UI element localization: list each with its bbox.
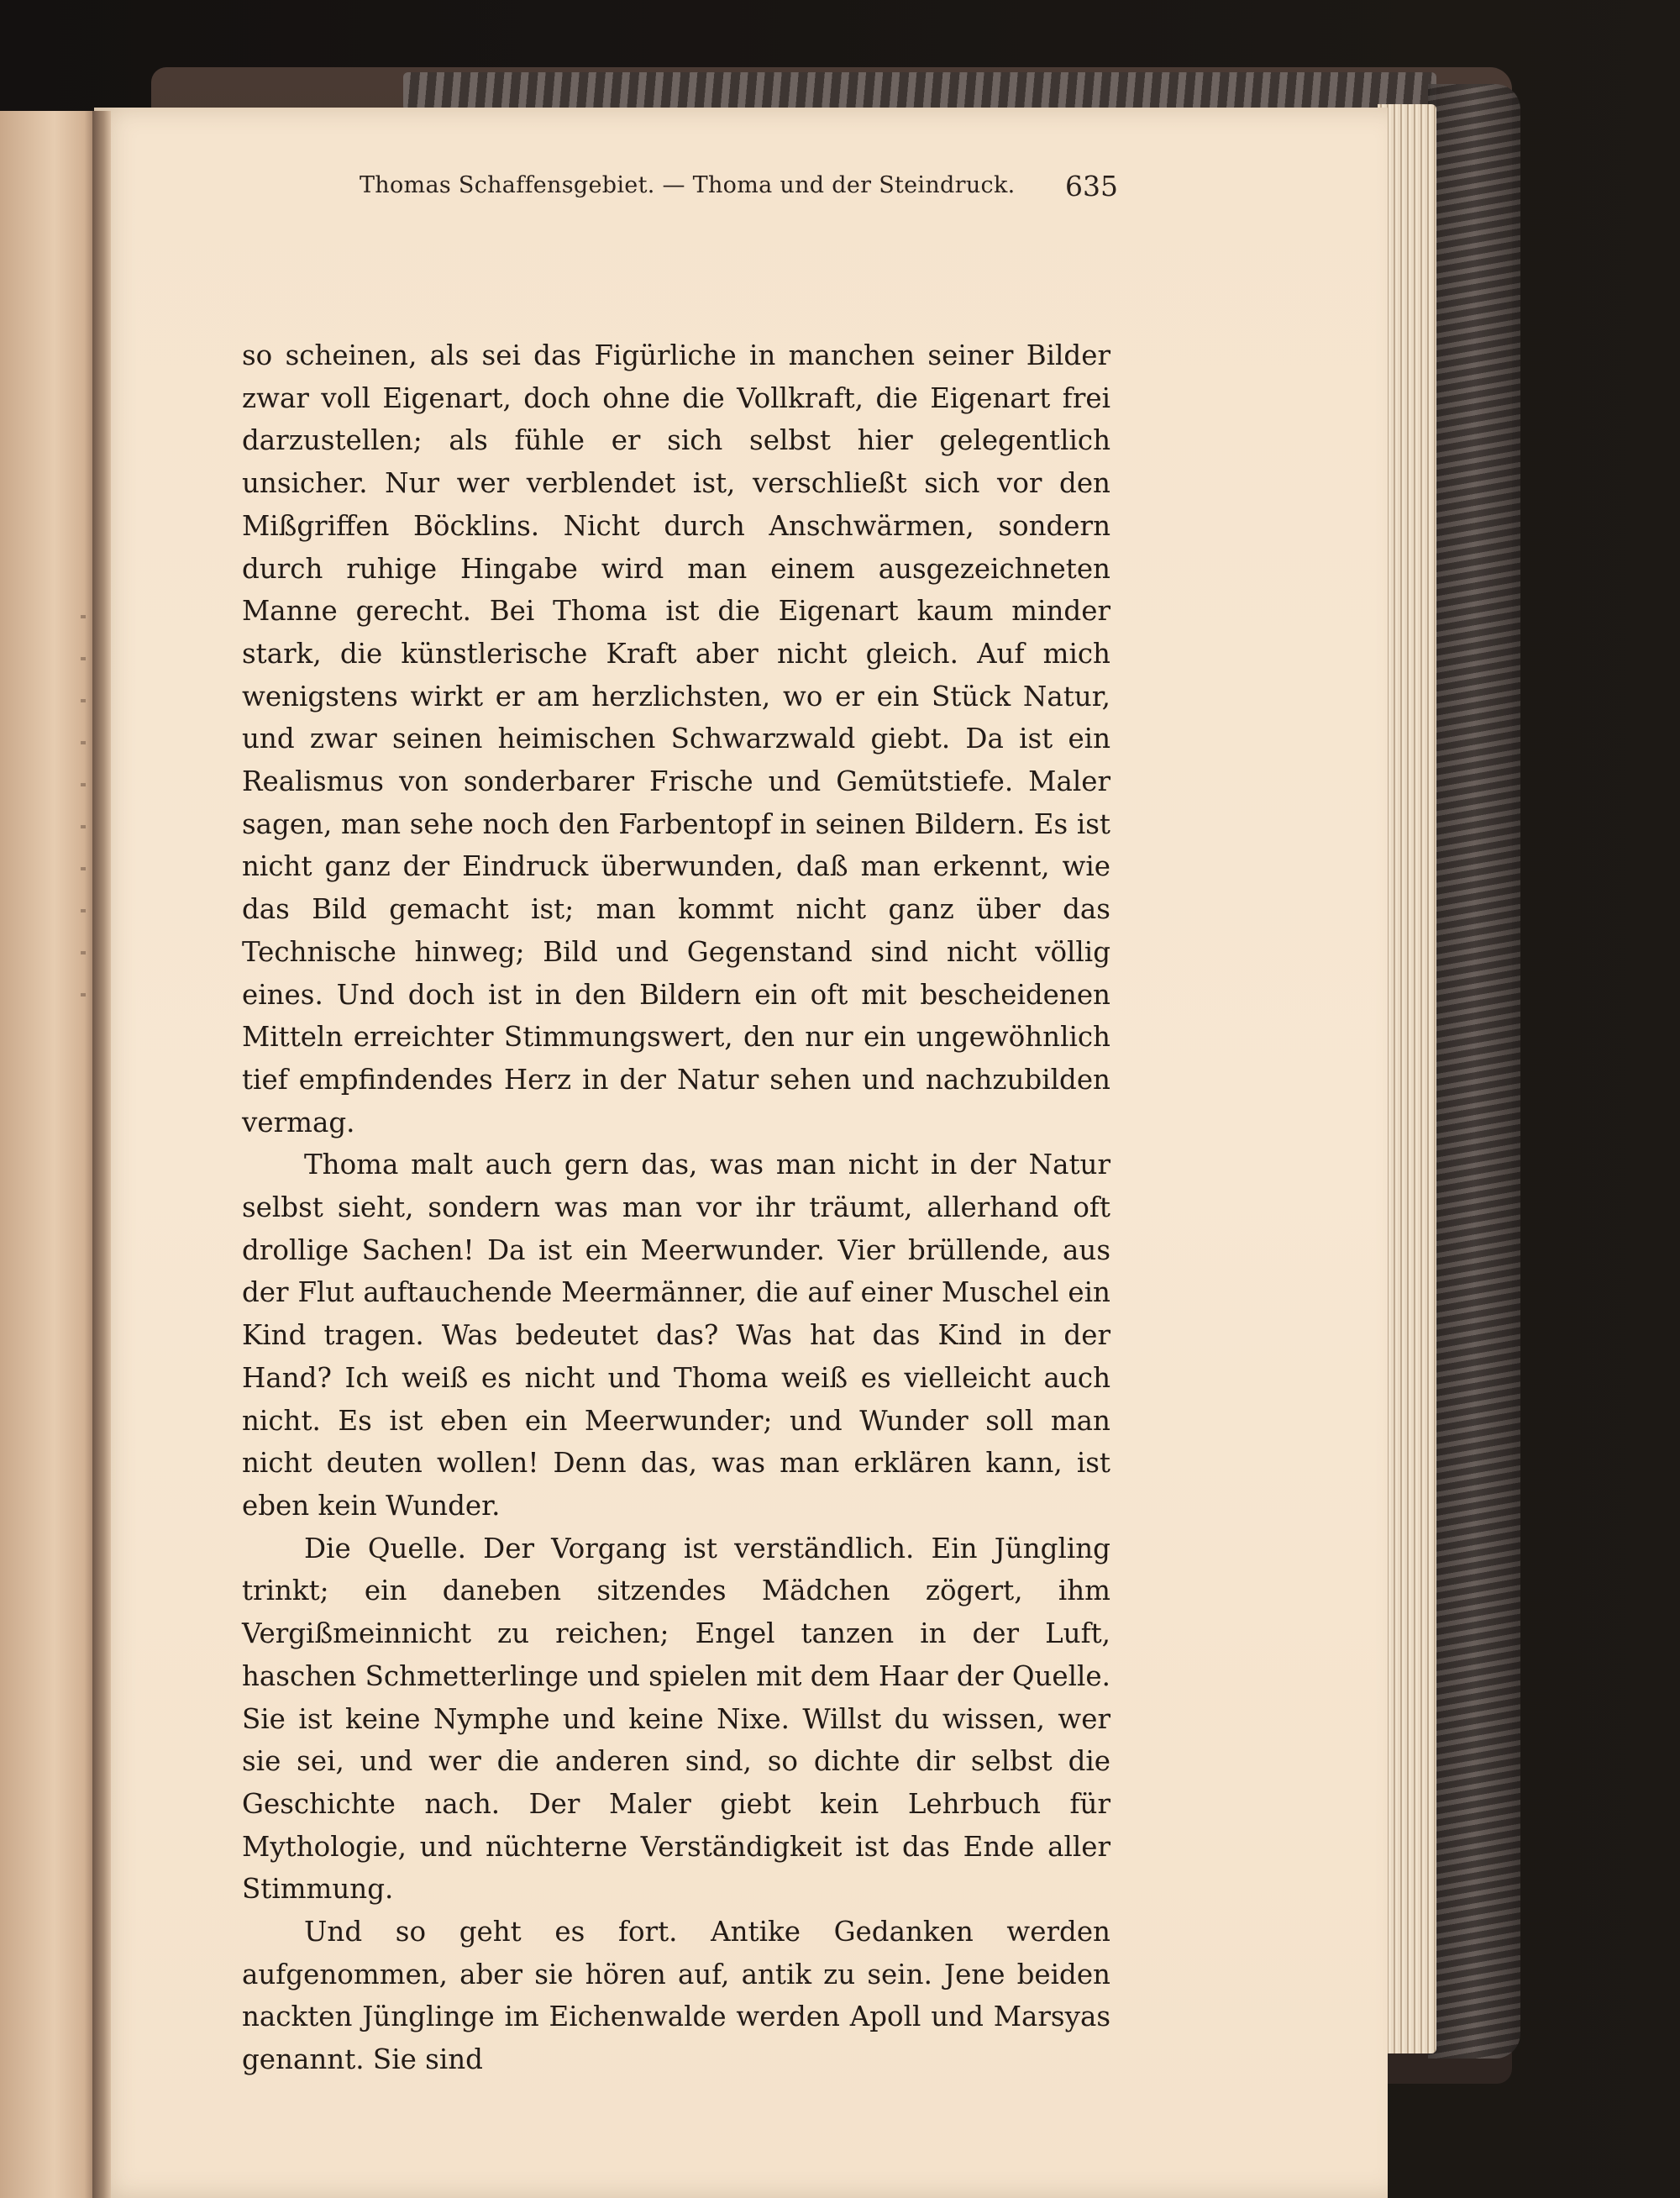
- page-number: 635: [1065, 170, 1118, 202]
- paragraph: Die Quelle. Der Vorgang ist verständlich. Ein Jüngling trinkt; ein daneben sitzendes Mädchen zögert, ihm Vergißmeinnicht zu reichen; Engel tanzen in der Luft, haschen Schmetterlinge und spielen mit dem Haar der Quelle. Sie ist keine Nymphe und keine Nixe. Willst du wissen, wer sie sei, und wer die anderen sind, so dichte dir selbst die Geschichte nach. Der Maler giebt kein Lehrbuch für Mythologie, und nüchterne Verständigkeit ist das Ende aller Stimmung.: [242, 1532, 1110, 1906]
- book-gutter: [92, 111, 111, 2198]
- body-text: [242, 334, 1110, 2081]
- cover-marbled-edge: [1428, 84, 1520, 2059]
- running-header-title: Thomas Schaffensgebiet. — Thoma und der Steindruck.: [360, 172, 1016, 198]
- paragraph: so scheinen, als sei das Figürliche in manchen seiner Bilder zwar voll Eigenart, doch ohne die Vollkraft, die Eigenart frei darzustellen; als fühle er sich selbst hier gelegentlich unsicher. Nur wer verblendet ist, verschließt sich vor den Mißgriffen Böcklins. Nicht durch Anschwärmen, sondern durch ruhige Hingabe wird man einem ausgezeichneten Manne gerecht. Bei Thoma ist die Eigenart kaum minder stark, die künstlerische Kraft aber nicht gleich. Auf mich wenigstens wirkt er am herzlichsten, wo er ein Stück Natur, und zwar seinen heimischen Schwarzwald giebt. Da ist ein Realismus von sonderbarer Frische und Gemütstiefe. Maler sagen, man sehe noch den Farbentopf in seinen Bildern. Es ist nicht ganz der Eindruck überwunden, daß man erkennt, wie das Bild gemacht ist; man kommt nicht ganz über das Technische hinweg; Bild und Gegenstand sind nicht völlig eines. Und doch ist in den Bildern ein oft mit bescheidenen Mitteln erreichter Stimmungswert, den nur ein ungewöhnlich tief empfindendes Herz in der Natur sehen und nachzubilden vermag.: [242, 339, 1110, 1138]
- left-page: [0, 111, 99, 2198]
- paragraph: Und so geht es fort. Antike Gedanken werden aufgenommen, aber sie hören auf, antik zu sein. Jene beiden nackten Jünglinge im Eichenwalde werden Apoll und Marsyas genannt. Sie sind: [242, 1916, 1110, 2076]
- cover-top-edge: [403, 72, 1436, 111]
- left-page-text-edge: [81, 615, 86, 1035]
- paragraph: Thoma malt auch gern das, was man nicht in der Natur selbst sieht, sondern was man vor ihr träumt, allerhand oft drollige Sachen! Da ist ein Meerwunder. Vier brüllende, aus der Flut auftauchende Meermänner, die auf einer Muschel ein Kind tragen. Was bedeutet das? Was hat das Kind in der Hand? Ich weiß es nicht und Thoma weiß es vielleicht auch nicht. Es ist eben ein Meerwunder; und Wunder soll man nicht deuten wollen! Denn das, was man erklären kann, ist eben kein Wunder.: [242, 1149, 1110, 1522]
